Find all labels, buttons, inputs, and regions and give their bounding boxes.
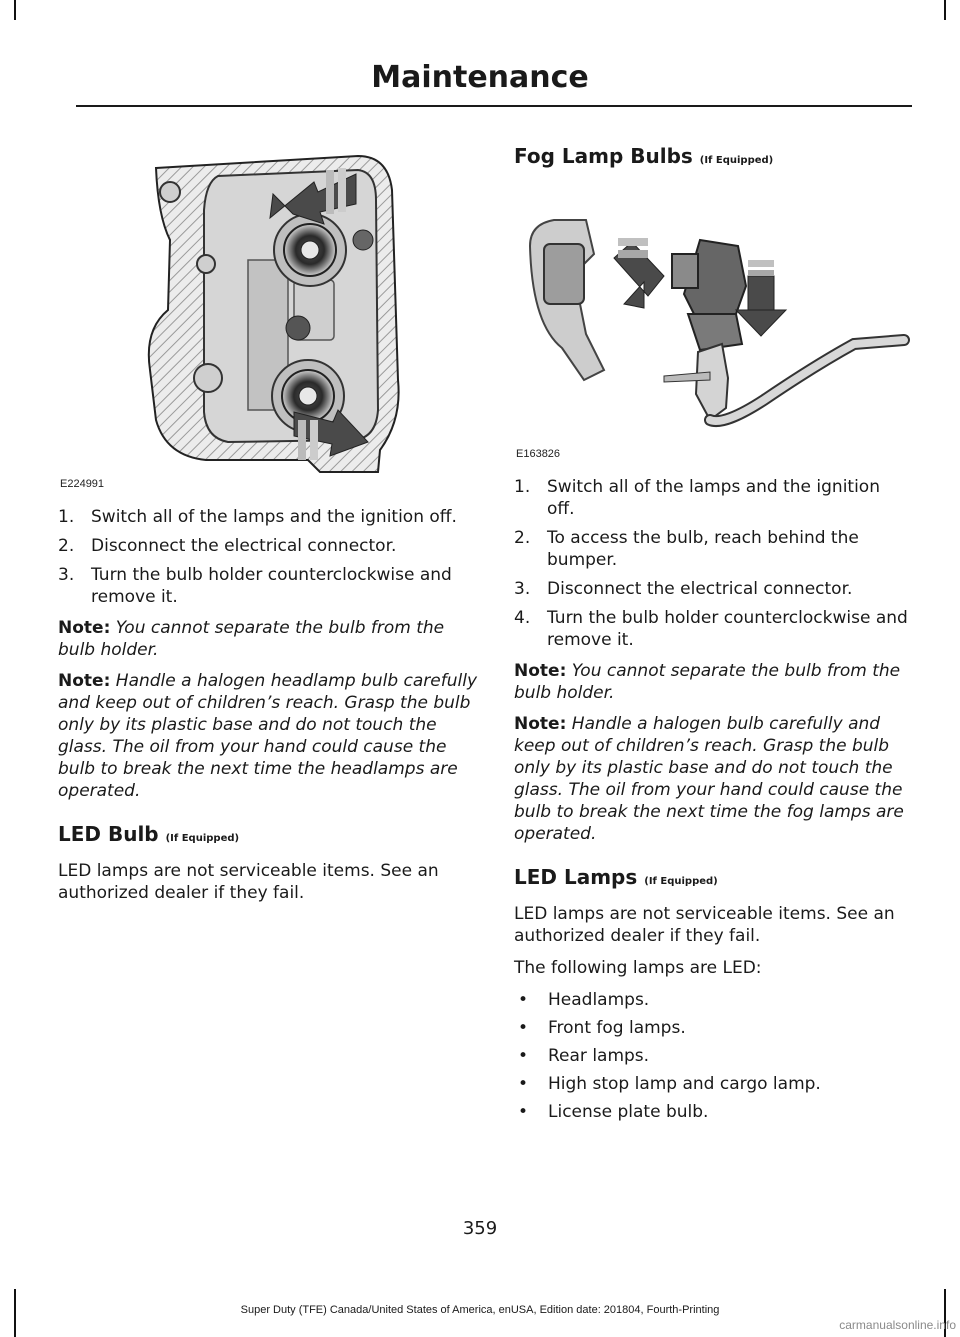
section-qualifier: (If Equipped) (165, 833, 240, 844)
paragraph: The following lamps are LED: (514, 958, 762, 978)
fog-lamp-figure (514, 184, 910, 462)
step-number: 1. (58, 507, 75, 527)
step-text: Switch all of the lamps and the ignition off. (91, 507, 457, 527)
note (514, 713, 910, 845)
bullet-icon: • (518, 990, 529, 1010)
note-text: Handle a halogen headlamp bulb carefully and keep out of children’s reach. Grasp the bulb only by its plastic base and do not touch the glass. The oil from your hand could cause the bulb to break the next time the headlamps are operated. (58, 671, 477, 801)
section-title: Fog Lamp Bulbs (514, 144, 693, 168)
list-item-text: Rear lamps. (548, 1046, 650, 1066)
note (514, 660, 910, 704)
step-text: Turn the bulb holder counterclockwise and remove it. (547, 608, 908, 650)
list-item (514, 578, 910, 600)
list-item (58, 506, 478, 528)
list-item (58, 535, 478, 557)
list-item (514, 607, 910, 651)
note-text: Handle a halogen bulb carefully and keep out of children’s reach. Grasp the bulb only by its plastic base and do not touch the glass. The oil from your hand could cause the bulb to break the next time the fog lamps are operated. (514, 714, 904, 844)
right-column (514, 120, 910, 1129)
list-item (514, 1101, 910, 1123)
paragraph: LED lamps are not serviceable items. See an authorized dealer if they fail. (58, 861, 439, 903)
list-item-text: Front fog lamps. (548, 1018, 686, 1038)
footer-text: Super Duty (TFE) Canada/United States of America, enUSA, Edition date: 201804, Fourth-Printing (240, 1304, 720, 1316)
step-number: 3. (514, 579, 531, 599)
figure-id: E224991 (60, 478, 105, 490)
step-text: To access the bulb, reach behind the bumper. (547, 528, 859, 570)
note-text: You cannot separate the bulb from the bulb holder. (514, 661, 901, 703)
section-heading (58, 822, 478, 846)
headlamp-assembly-illustration (58, 120, 478, 492)
note (58, 617, 478, 661)
led-lamp-list (514, 989, 910, 1123)
section-title: LED Lamps (514, 865, 638, 889)
note-label: Note: (58, 671, 111, 691)
page-number: 359 (462, 1218, 498, 1239)
section-qualifier: (If Equipped) (699, 155, 774, 166)
list-item-text: Headlamps. (548, 990, 650, 1010)
watermark: carmanualsonline.info (839, 1318, 956, 1332)
list-item (514, 989, 910, 1011)
section-qualifier: (If Equipped) (644, 876, 718, 887)
header-divider (76, 105, 912, 107)
crop-mark (944, 0, 946, 20)
headlamp-figure (58, 120, 478, 492)
list-item (58, 564, 478, 608)
section-title: LED Bulb (58, 822, 159, 846)
section-heading (514, 865, 910, 889)
list-item (514, 476, 910, 520)
bullet-icon: • (518, 1102, 529, 1122)
fog-lamp-illustration (514, 184, 910, 462)
note-label: Note: (514, 714, 567, 734)
step-text: Disconnect the electrical connector. (547, 579, 853, 599)
step-number: 4. (514, 608, 531, 628)
note (58, 670, 478, 802)
list-item (514, 1045, 910, 1067)
list-item (514, 527, 910, 571)
step-number: 2. (58, 536, 75, 556)
list-item-text: License plate bulb. (548, 1102, 709, 1122)
figure-id: E163826 (516, 448, 561, 460)
fog-lamp-steps (514, 476, 910, 651)
list-item-text: High stop lamp and cargo lamp. (548, 1074, 821, 1094)
list-item (514, 1073, 910, 1095)
step-number: 2. (514, 528, 531, 548)
section-heading (514, 144, 910, 168)
note-text: You cannot separate the bulb from the bulb holder. (58, 618, 445, 660)
step-text: Disconnect the electrical connector. (91, 536, 397, 556)
step-text: Turn the bulb holder counterclockwise and remove it. (91, 565, 452, 607)
list-item (514, 1017, 910, 1039)
headlamp-steps (58, 506, 478, 608)
crop-mark (14, 0, 16, 20)
note-label: Note: (58, 618, 111, 638)
paragraph: LED lamps are not serviceable items. See an authorized dealer if they fail. (514, 904, 895, 946)
note-label: Note: (514, 661, 567, 681)
bullet-icon: • (518, 1018, 529, 1038)
left-column (58, 120, 478, 904)
bullet-icon: • (518, 1074, 529, 1094)
step-number: 3. (58, 565, 75, 585)
page-title: Maintenance (371, 60, 589, 95)
bullet-icon: • (518, 1046, 529, 1066)
step-number: 1. (514, 477, 531, 497)
step-text: Switch all of the lamps and the ignition off. (547, 477, 880, 519)
